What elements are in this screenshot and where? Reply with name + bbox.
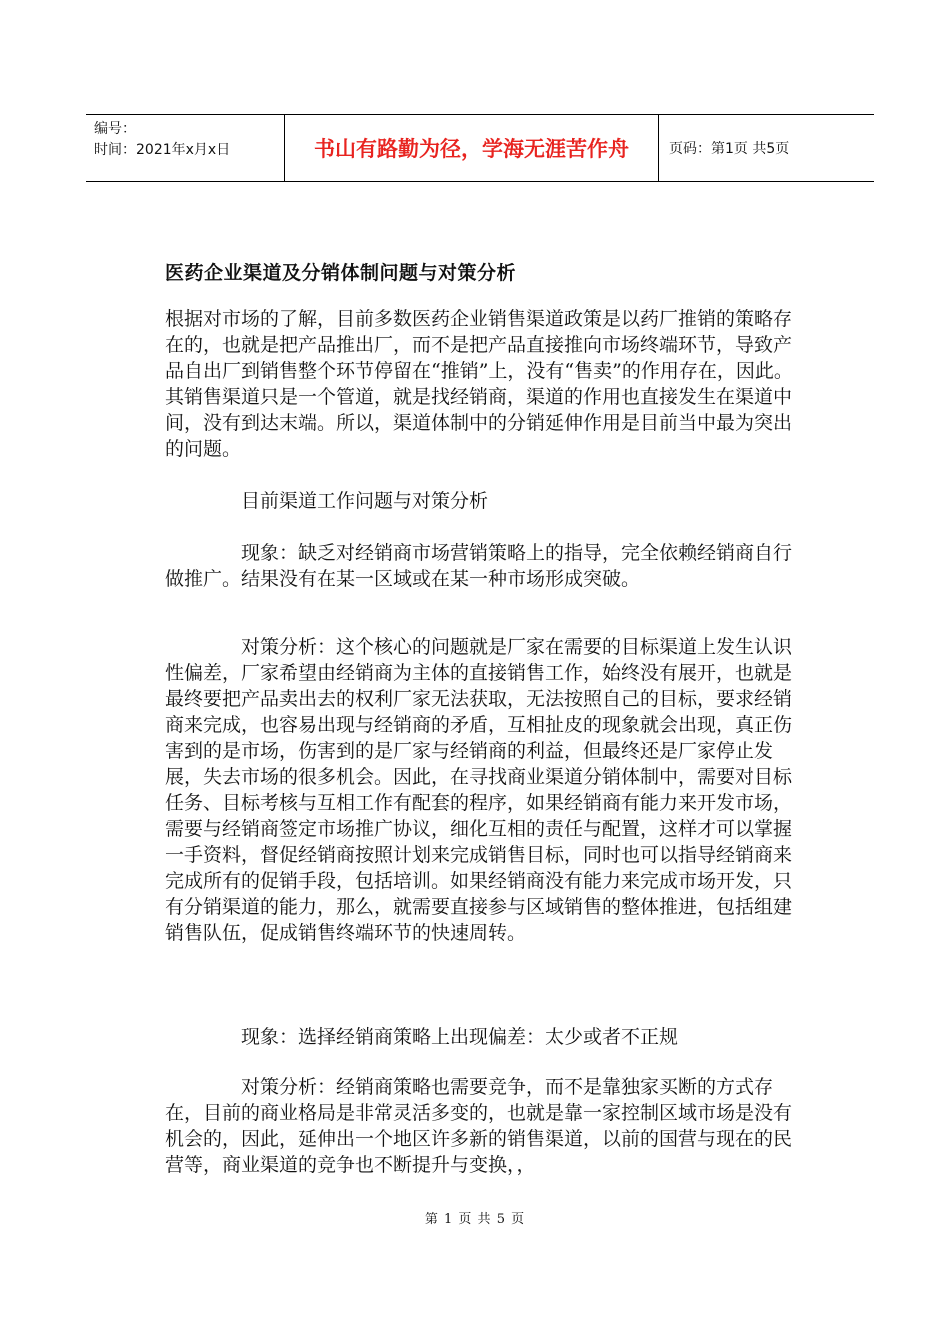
analysis-1-paragraph: 对策分析：这个核心的问题就是厂家在需要的目标渠道上发生认识性偏差，厂家希望由经销商为主体的直接销售工作，始终没有展开，也就是最终要把产品卖出去的权利厂家无法获取，无法按照自己的目标，要求经销商来完成，也容易出现与经销商的矛盾，互相扯皮的现象就会出现，真正伤害到的是市场，伤害到的是厂家与经销商的利益，但最终还是厂家停止发展，失去市场的很多机会。因此，在寻找商业渠道分销体制中，需要对目标任务、目标考核与互相工作有配套的程序，如果经销商有能力来开发市场，需要与经销商签定市场推广协议，细化互相的责任与配置，这样才可以掌握一手资料，督促经销商按照计划来完成销售目标，同时也可以指导经销商来完成所有的促销手段，包括培训。如果经销商没有能力来完成市场开发，只有分销渠道的能力，那么，就需要直接参与区域销售的整体推进，包括组建销售队伍，促成销售终端环节的快速周转。 [165, 636, 793, 944]
intro-paragraph: 根据对市场的了解，目前多数医药企业销售渠道政策是以药厂推销的策略存在的，也就是把产品推出厂，而不是把产品直接推向市场终端环节，导致产品自出厂到销售整个环节停留在“推销”上，没有“售卖”的作用存在，因此。其销售渠道只是一个管道，就是找经销商，渠道的作用也直接发生在渠道中间，没有到达末端。所以，渠道体制中的分销延伸作用是目前当中最为突出的问题。 [165, 308, 793, 460]
header-meta [86, 115, 284, 181]
time-label: 时间：2021年x月x日 [94, 142, 231, 158]
number-label: 编号： [94, 121, 136, 137]
phenomenon-1-paragraph: 现象：缺乏对经销商市场营销策略上的指导，完全依赖经销商自行做推广。结果没有在某一区域或在某一种市场形成突破。 [165, 542, 793, 590]
phenomenon-2-paragraph: 现象：选择经销商策略上出现偏差：太少或者不正规 [241, 1026, 679, 1048]
section-heading: 目前渠道工作问题与对策分析 [241, 490, 489, 512]
document-title: 医药企业渠道及分销体制问题与对策分析 [165, 262, 517, 284]
header-motto: 书山有路勤为径，学海无涯苦作舟 [284, 115, 659, 181]
page-footer: 第 1 页 共 5 页 [424, 1212, 526, 1227]
document-header [86, 114, 874, 182]
header-page-label: 页码：第1页 共5页 [669, 141, 790, 157]
analysis-2-paragraph: 对策分析：经销商策略也需要竞争，而不是靠独家买断的方式存在，目前的商业格局是非常灵活多变的，也就是靠一家控制区域市场是没有机会的，因此，延伸出一个地区许多新的销售渠道，以前的国营与现在的民营等，商业渠道的竞争也不断提升与变换，， [165, 1076, 793, 1176]
